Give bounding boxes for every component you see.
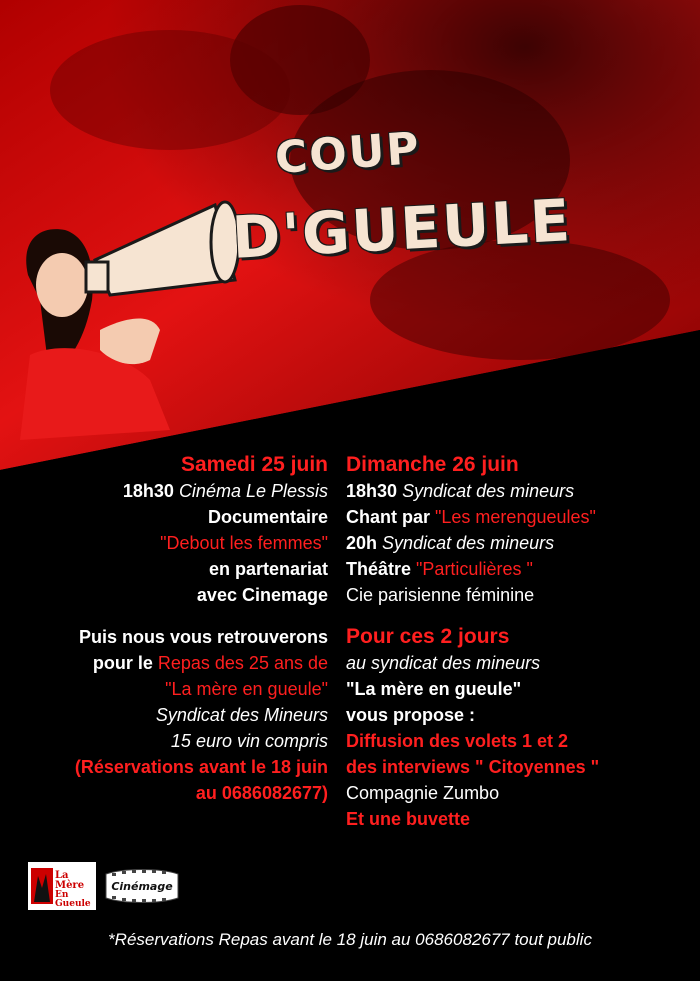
sunday-company-2: Compagnie Zumbo [346,783,500,803]
sunday-act-2-prefix: Théâtre [346,559,417,579]
both-days-heading: Pour ces 2 jours [346,625,510,648]
both-days-offer: vous propose : [346,705,476,725]
svg-text:La: La [55,870,69,881]
saturday-reservation-line-1: (Réservations avant le 18 juin [74,757,328,777]
saturday-partner-line-2: avec Cinemage [196,585,328,605]
footer-note: *Réservations Repas avant le 18 juin au 0686082677 tout public [108,930,592,949]
la-mere-en-gueule-logo [28,862,96,910]
both-days-assoc: "La mère en gueule" [346,679,522,699]
sunday-act-1-prefix: Chant par [346,507,436,527]
saturday-venue: Cinéma Le Plessis [178,481,328,501]
svg-text:Cinémage: Cinémage [111,880,173,893]
sunday-act-1-name: "Les merengueules" [435,507,596,527]
cinemage-logo [104,866,180,906]
sunday-act-2-name: "Particulières " [416,559,533,579]
saturday-film: "Debout les femmes" [160,533,328,553]
saturday-reservation-line-2: au 0686082677) [195,783,328,803]
sunday-time-1: 18h30 [346,481,398,501]
saturday-assoc: "La mère en gueule" [165,679,328,699]
saturday-heading: Samedi 25 juin [180,453,328,476]
saturday-then-line-1: Puis nous vous retrouverons [78,627,328,647]
saturday-column [75,452,328,806]
sunday-column [346,452,599,832]
title-line-2: D'GUEULE [230,186,574,272]
sunday-heading: Dimanche 26 juin [346,453,519,476]
both-days-bar: Et une buvette [346,809,471,829]
saturday-time: 18h30 [122,481,174,501]
title-line-1: COUP [273,122,423,185]
saturday-then-prefix: pour le [92,653,158,673]
sunday-time-2: 20h [346,533,378,553]
saturday-type: Documentaire [207,507,328,527]
sunday-venue-1: Syndicat des mineurs [402,481,575,501]
saturday-place: Syndicat des Mineurs [155,705,328,725]
sunday-venue-2: Syndicat des mineurs [382,533,555,553]
saturday-price: 15 euro vin compris [170,731,328,751]
svg-text:Mère: Mère [55,880,85,891]
saturday-partner-line-1: en partenariat [208,559,328,579]
sunday-company-1: Cie parisienne féminine [346,585,535,605]
both-days-item-1: Diffusion des volets 1 et 2 [346,731,569,751]
both-days-place: au syndicat des mineurs [346,653,541,673]
saturday-meal: Repas des 25 ans de [157,653,328,673]
svg-text:Gueule: Gueule [55,899,91,909]
svg-text:En: En [55,890,69,900]
both-days-item-2: des interviews " Citoyennes " [346,757,600,777]
